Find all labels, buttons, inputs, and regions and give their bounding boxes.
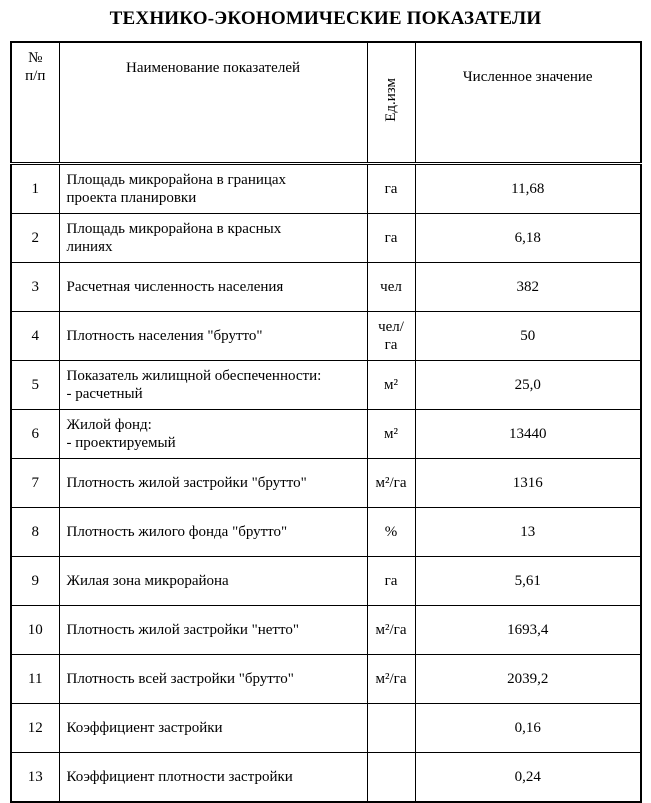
row-value: 11,68 — [415, 164, 641, 214]
table-header-row — [11, 42, 641, 164]
row-value: 13 — [415, 508, 641, 557]
row-number: 11 — [11, 655, 59, 704]
row-name — [59, 312, 367, 361]
row-name — [59, 557, 367, 606]
row-unit — [367, 704, 415, 753]
row-name-line1: Коэффициент плотности застройки — [66, 769, 293, 785]
row-number: 2 — [11, 214, 59, 263]
row-name — [59, 263, 367, 312]
row-name — [59, 164, 367, 214]
row-unit-line1: га — [384, 181, 398, 197]
header-name: Наименование показателей — [59, 42, 367, 164]
row-name-line2: - расчетный — [66, 386, 143, 402]
header-num-line2: п/п — [25, 68, 46, 84]
row-name — [59, 361, 367, 410]
row-name — [59, 655, 367, 704]
row-unit-line1: м² — [384, 377, 398, 393]
row-number: 12 — [11, 704, 59, 753]
row-unit — [367, 164, 415, 214]
table-row — [11, 606, 641, 655]
row-value: 0,16 — [415, 704, 641, 753]
row-name-line1: Коэффициент застройки — [66, 720, 223, 736]
row-name-line1: Площадь микрорайона в красных — [66, 221, 282, 237]
row-unit-line1: чел/ — [378, 319, 404, 335]
row-name — [59, 753, 367, 803]
row-value: 5,61 — [415, 557, 641, 606]
row-number: 5 — [11, 361, 59, 410]
row-name — [59, 459, 367, 508]
row-name — [59, 606, 367, 655]
row-unit — [367, 263, 415, 312]
row-number: 10 — [11, 606, 59, 655]
table-row — [11, 263, 641, 312]
row-unit-line1: м² — [384, 426, 398, 442]
header-value: Численное значение — [415, 42, 641, 164]
row-value: 13440 — [415, 410, 641, 459]
row-name-line1: Показатель жилищной обеспеченности: — [66, 368, 322, 384]
row-unit-line1: % — [384, 524, 398, 540]
table-row — [11, 557, 641, 606]
row-unit — [367, 459, 415, 508]
row-unit-line1: м²/га — [375, 475, 407, 491]
row-name-line1: Жилой фонд: — [66, 417, 152, 433]
table-row — [11, 164, 641, 214]
row-name — [59, 508, 367, 557]
row-name — [59, 214, 367, 263]
row-number: 7 — [11, 459, 59, 508]
row-value: 50 — [415, 312, 641, 361]
row-unit-line1: чел — [380, 279, 402, 295]
document-title: ТЕХНИКО-ЭКОНОМИЧЕСКИЕ ПОКАЗАТЕЛИ — [109, 8, 542, 29]
header-unit — [367, 42, 415, 164]
row-name-line1: Жилая зона микрорайона — [66, 573, 229, 589]
row-name — [59, 410, 367, 459]
row-value: 1316 — [415, 459, 641, 508]
row-name-line2: линиях — [66, 239, 113, 255]
row-name-line1: Плотность жилого фонда "брутто" — [66, 524, 288, 540]
row-number: 3 — [11, 263, 59, 312]
row-number: 6 — [11, 410, 59, 459]
table-row — [11, 459, 641, 508]
header-unit-label: Ед.изм — [383, 78, 399, 122]
row-value: 382 — [415, 263, 641, 312]
row-unit — [367, 361, 415, 410]
row-value: 6,18 — [415, 214, 641, 263]
row-unit-line1: м²/га — [375, 671, 407, 687]
indicators-table — [10, 41, 642, 803]
row-number: 1 — [11, 164, 59, 214]
header-num-line1: № — [28, 50, 43, 66]
table-row — [11, 753, 641, 803]
row-name-line2: проекта планировки — [66, 190, 197, 206]
row-unit — [367, 312, 415, 361]
row-name-line1: Плотность жилой застройки "брутто" — [66, 475, 307, 491]
row-name-line1: Плотность жилой застройки "нетто" — [66, 622, 299, 638]
row-name-line2: - проектируемый — [66, 435, 176, 451]
row-name-line1: Площадь микрорайона в границах — [66, 172, 287, 188]
row-unit — [367, 606, 415, 655]
row-unit-line1: га — [384, 573, 398, 589]
row-name-line1: Плотность всей застройки "брутто" — [66, 671, 294, 687]
row-name — [59, 704, 367, 753]
row-number: 8 — [11, 508, 59, 557]
row-unit — [367, 753, 415, 803]
row-unit-line2: га — [384, 337, 398, 353]
table-row — [11, 214, 641, 263]
row-value: 2039,2 — [415, 655, 641, 704]
row-name-line1: Плотность населения "брутто" — [66, 328, 263, 344]
table-row — [11, 655, 641, 704]
row-unit-line1: га — [384, 230, 398, 246]
row-unit — [367, 557, 415, 606]
table-row — [11, 410, 641, 459]
row-number: 9 — [11, 557, 59, 606]
row-unit — [367, 410, 415, 459]
row-number: 13 — [11, 753, 59, 803]
table-row — [11, 361, 641, 410]
row-number: 4 — [11, 312, 59, 361]
row-value: 0,24 — [415, 753, 641, 803]
row-unit — [367, 655, 415, 704]
row-unit — [367, 214, 415, 263]
row-unit — [367, 508, 415, 557]
header-num — [11, 42, 59, 164]
table-row — [11, 508, 641, 557]
row-name-line1: Расчетная численность населения — [66, 279, 284, 295]
row-value: 1693,4 — [415, 606, 641, 655]
row-unit-line1: м²/га — [375, 622, 407, 638]
table-row — [11, 312, 641, 361]
row-value: 25,0 — [415, 361, 641, 410]
table-row — [11, 704, 641, 753]
